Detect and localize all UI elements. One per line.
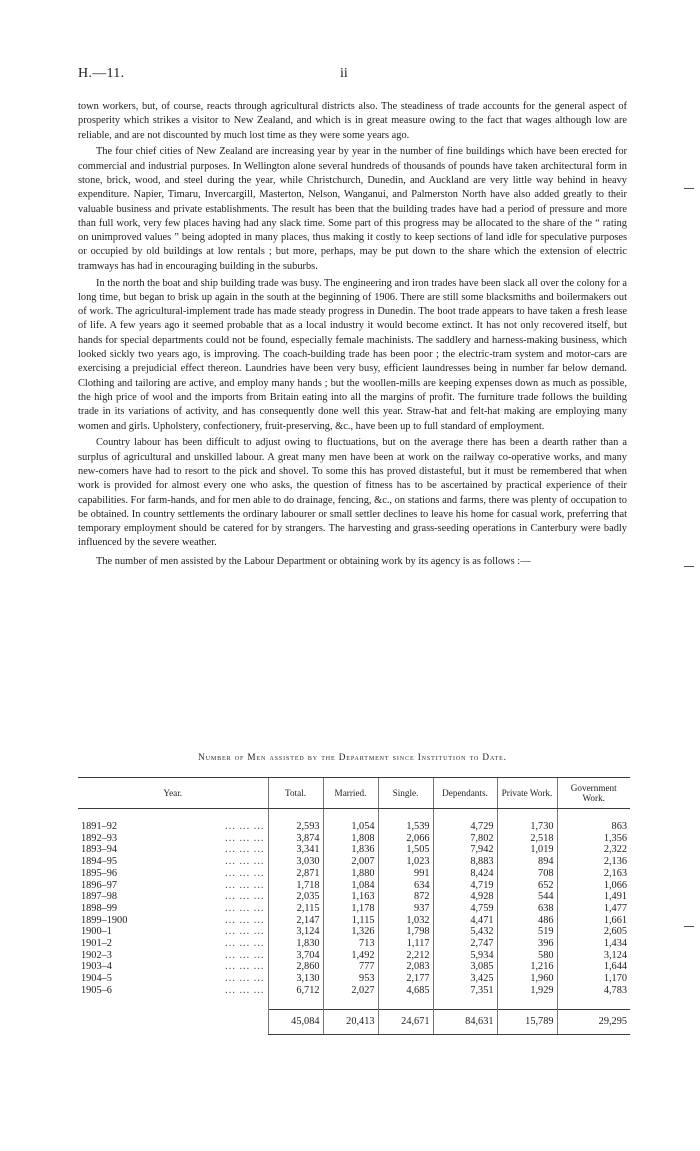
table-row: [78, 868, 630, 880]
leader-dots: ... ... ...: [225, 832, 265, 844]
cell-married: 713: [323, 938, 378, 950]
cell-private: 1,960: [497, 973, 557, 985]
cell-private: 652: [497, 880, 557, 892]
cell-government: 2,163: [557, 868, 630, 880]
leader-dots: ... ... ...: [225, 973, 265, 985]
leader-dots: ... ... ...: [225, 879, 265, 891]
paragraph: The number of men assisted by the Labour Department or obtaining work by its agency is as follows :—: [96, 555, 531, 567]
cell-single: 872: [378, 891, 433, 903]
cell-private: 519: [497, 926, 557, 938]
cell-single: 2,066: [378, 833, 433, 845]
cell-year: [78, 903, 268, 915]
cell-total: 2,860: [268, 961, 323, 973]
cell-total: 1,830: [268, 938, 323, 950]
cell-government: 2,136: [557, 856, 630, 868]
cell-married: 777: [323, 961, 378, 973]
cell-private: 638: [497, 903, 557, 915]
year-label: 1898–99: [81, 902, 118, 914]
cell-married: 1,084: [323, 880, 378, 892]
paragraph: town workers, but, of course, reacts through agricultural districts also. The steadiness of trade accounts for the general aspect of prosperity which strikes a visitor to New Zealand, and which is in great measure owing to the fact that wages although low are reliable, and are not discounted by much lost time as they were some years ago.: [78, 101, 627, 141]
margin-mark: [684, 188, 694, 189]
cell-single: 2,083: [378, 961, 433, 973]
body-text: [78, 100, 627, 572]
table-row: [78, 880, 630, 892]
cell-private: 1,216: [497, 961, 557, 973]
cell-year: [78, 868, 268, 880]
header-government-work: Government Work.: [557, 778, 630, 809]
cell-dependants: 8,424: [433, 868, 497, 880]
paragraph: The four chief cities of New Zealand are increasing year by year in the number of fine buildings which have been erected for commercial and industrial purposes. In Wellington alone several hundreds of thousands of pounds have taken architectural form in stone, brick, wood, and steel during the year, while Christchurch, Dunedin, and Auckland are very little way behind in heavy expenditure. Napier, Timaru, Invercargill, Masterton, Nelson, Wanganui, and Palmerston North have also added greatly to their valuable business and private establishments. The result has been that the building trades have had a period of pressure and more than full work, very few places having had any slack time. Some part of this progress may be allocated to the share of the “ rating on unimproved values ” being adopted in many places, thus making it costly to keep sections of land idle for speculative purposes or occupied by old buildings at low rentals ; but more, perhaps, may be put down to the share which the extension of electric tramways has had in encouraging building in the suburbs.: [78, 146, 627, 272]
year-label: 1901–2: [81, 938, 112, 950]
year-label: 1903–4: [81, 961, 112, 973]
table-header-row: [78, 778, 630, 809]
cell-total: 3,341: [268, 844, 323, 856]
cell-year: [78, 880, 268, 892]
leader-dots: ... ... ...: [225, 949, 265, 961]
cell-dependants: 4,729: [433, 821, 497, 833]
cell-year: [78, 844, 268, 856]
cell-private: 1,019: [497, 844, 557, 856]
cell-total: 3,030: [268, 856, 323, 868]
cell-married: 2,007: [323, 856, 378, 868]
year-label: 1892–93: [81, 832, 118, 844]
year-label: 1895–96: [81, 867, 118, 879]
cell-married: 2,027: [323, 985, 378, 997]
margin-mark: [684, 926, 694, 927]
cell-married: 1,054: [323, 821, 378, 833]
leader-dots: ... ... ...: [225, 856, 265, 868]
year-label: 1905–6: [81, 984, 112, 996]
cell-private: 1,929: [497, 985, 557, 997]
cell-government: 1,356: [557, 833, 630, 845]
table-row: [78, 915, 630, 927]
cell-total: 1,718: [268, 880, 323, 892]
cell-married: 953: [323, 973, 378, 985]
table-title: Number of Men assisted by the Department since Institution to Date.: [198, 752, 507, 762]
cell-government: 1,477: [557, 903, 630, 915]
cell-total: 3,874: [268, 833, 323, 845]
total-dependants: 84,631: [433, 1009, 497, 1034]
page-number: ii: [340, 66, 348, 81]
cell-year: [78, 833, 268, 845]
table-row: [78, 926, 630, 938]
leader-dots: ... ... ...: [225, 938, 265, 950]
year-label: 1891–92: [81, 821, 118, 832]
cell-government: 1,066: [557, 880, 630, 892]
header-year: Year.: [78, 778, 268, 809]
cell-private: 580: [497, 950, 557, 962]
table-row: [78, 821, 630, 833]
cell-total: 2,147: [268, 915, 323, 927]
cell-private: 1,730: [497, 821, 557, 833]
cell-married: 1,808: [323, 833, 378, 845]
cell-government: 1,491: [557, 891, 630, 903]
leader-dots: ... ... ...: [225, 902, 265, 914]
cell-total: 6,712: [268, 985, 323, 997]
cell-total: 2,593: [268, 821, 323, 833]
cell-dependants: 5,934: [433, 950, 497, 962]
cell-single: 1,539: [378, 821, 433, 833]
year-label: 1897–98: [81, 891, 118, 903]
cell-total: 3,124: [268, 926, 323, 938]
cell-single: 991: [378, 868, 433, 880]
year-label: 1896–97: [81, 879, 118, 891]
table-row: [78, 891, 630, 903]
leader-dots: ... ... ...: [225, 926, 265, 938]
header-private-work: Private Work.: [497, 778, 557, 809]
table-row: [78, 961, 630, 973]
year-label: 1902–3: [81, 949, 112, 961]
cell-married: 1,326: [323, 926, 378, 938]
cell-year: [78, 856, 268, 868]
cell-total: 2,035: [268, 891, 323, 903]
cell-dependants: 4,928: [433, 891, 497, 903]
cell-government: 2,605: [557, 926, 630, 938]
year-label: 1899–1900: [81, 914, 128, 926]
cell-dependants: 4,719: [433, 880, 497, 892]
cell-single: 2,177: [378, 973, 433, 985]
cell-dependants: 4,471: [433, 915, 497, 927]
cell-dependants: 3,425: [433, 973, 497, 985]
leader-dots: ... ... ...: [225, 867, 265, 879]
leader-dots: ... ... ...: [225, 821, 265, 832]
cell-single: 4,685: [378, 985, 433, 997]
totals-row: [78, 1009, 630, 1034]
cell-married: 1,163: [323, 891, 378, 903]
cell-government: 4,783: [557, 985, 630, 997]
cell-year: [78, 821, 268, 833]
total-total: 45,084: [268, 1009, 323, 1034]
cell-dependants: 7,942: [433, 844, 497, 856]
cell-year: [78, 973, 268, 985]
cell-year: [78, 961, 268, 973]
cell-total: 3,130: [268, 973, 323, 985]
year-label: 1900–1: [81, 926, 112, 938]
cell-single: 1,798: [378, 926, 433, 938]
cell-private: 486: [497, 915, 557, 927]
totals-label-cell: [78, 1009, 268, 1034]
cell-government: 1,644: [557, 961, 630, 973]
cell-dependants: 3,085: [433, 961, 497, 973]
cell-total: 2,871: [268, 868, 323, 880]
leader-dots: ... ... ...: [225, 891, 265, 903]
total-married: 20,413: [323, 1009, 378, 1034]
cell-year: [78, 915, 268, 927]
year-label: 1893–94: [81, 844, 118, 856]
cell-government: 1,661: [557, 915, 630, 927]
year-label: 1904–5: [81, 973, 112, 985]
total-private: 15,789: [497, 1009, 557, 1034]
cell-married: 1,880: [323, 868, 378, 880]
cell-married: 1,115: [323, 915, 378, 927]
year-label: 1894–95: [81, 856, 118, 868]
table-row: [78, 950, 630, 962]
table-row: [78, 844, 630, 856]
cell-married: 1,492: [323, 950, 378, 962]
cell-private: 544: [497, 891, 557, 903]
cell-single: 1,117: [378, 938, 433, 950]
table-row: [78, 833, 630, 845]
total-single: 24,671: [378, 1009, 433, 1034]
cell-government: 1,434: [557, 938, 630, 950]
cell-total: 3,704: [268, 950, 323, 962]
cell-year: [78, 926, 268, 938]
table-row: [78, 973, 630, 985]
cell-married: 1,178: [323, 903, 378, 915]
cell-single: 634: [378, 880, 433, 892]
table-row: [78, 856, 630, 868]
table-row: [78, 903, 630, 915]
cell-dependants: 4,759: [433, 903, 497, 915]
header-single: Single.: [378, 778, 433, 809]
cell-year: [78, 891, 268, 903]
cell-year: [78, 985, 268, 997]
cell-government: 1,170: [557, 973, 630, 985]
margin-mark: [684, 566, 694, 567]
cell-private: 894: [497, 856, 557, 868]
cell-year: [78, 950, 268, 962]
header-dependants: Dependants.: [433, 778, 497, 809]
leader-dots: ... ... ...: [225, 984, 265, 996]
cell-private: 396: [497, 938, 557, 950]
cell-government: 863: [557, 821, 630, 833]
header-married: Married.: [323, 778, 378, 809]
table-row: [78, 938, 630, 950]
header-total: Total.: [268, 778, 323, 809]
cell-government: 3,124: [557, 950, 630, 962]
labour-statistics-table: [78, 777, 630, 1035]
cell-government: 2,322: [557, 844, 630, 856]
total-government: 29,295: [557, 1009, 630, 1034]
cell-single: 937: [378, 903, 433, 915]
leader-dots: ... ... ...: [225, 914, 265, 926]
cell-private: 2,518: [497, 833, 557, 845]
cell-married: 1,836: [323, 844, 378, 856]
table-row: [78, 985, 630, 997]
paragraph: In the north the boat and ship building trade was busy. The engineering and iron trades have been slack all over the colony for a long time, but began to brisk up again in the south at the beginning of 1906. There are still some blacksmiths and boilermakers out of work. The agricultural-implement trade has made steady progress in Dunedin. The boot trade appears to have taken a fresh lease of life. A few years ago it seemed probable that as a local industry it would become extinct. It has not only recovered itself, but hands for special departments could not be found, especially female machinists. The saddlery and harness-making business, which looked sickly two years ago, is improving. The coach-building trade has been poor ; the electric-tram system and motor-cars are exercising a prejudicial effect thereon. Laundries have been very busy, efficient laundresses being in number far below demand. Clothing and tailoring are active, and employ many hands ; but the woollen-mills are keeping expenses down as much as possible, the high price of wool and the imports from Britain eating into all the margins of profit. The furniture trade follows the building trade in its variations of activity, and has consequently done well this year. Straw-hat and felt-hat making are employing many women and girls. Upholstery, confectionery, fruit-preserving, &c., have been up to full standard of employment.: [78, 277, 627, 432]
cell-single: 1,505: [378, 844, 433, 856]
cell-single: 1,023: [378, 856, 433, 868]
cell-total: 2,115: [268, 903, 323, 915]
leader-dots: ... ... ...: [225, 844, 265, 856]
cell-dependants: 5,432: [433, 926, 497, 938]
cell-dependants: 7,351: [433, 985, 497, 997]
table-body: [78, 809, 630, 1035]
cell-dependants: 7,802: [433, 833, 497, 845]
cell-dependants: 8,883: [433, 856, 497, 868]
cell-single: 2,212: [378, 950, 433, 962]
document-reference: H.—11.: [78, 66, 125, 81]
cell-dependants: 2,747: [433, 938, 497, 950]
cell-single: 1,032: [378, 915, 433, 927]
cell-private: 708: [497, 868, 557, 880]
paragraph: Country labour has been difficult to adjust owing to fluctuations, but on the average there has been a dearth rather than a surplus of agricultural and unskilled labour. A great many men have been at work on the railway co-operative works, and many new-comers have had to resort to the pick and shovel. To some this has proved distasteful, but it must be remembered that when work is provided for almost every one who asks, the question of fitness has to be ascertained by practical experience of their capabilities. For farm-hands, and for men able to do drainage, fencing, &c., on stations and farms, there was plenty of occupation to be obtained. In country settlements the ordinary labourer or small settler declines to leave his home for casual work, preferring that temporary employment should be catered for by strangers. The harvesting and grass-seeding operations in Canterbury were badly influenced by the severe weather.: [78, 437, 627, 549]
leader-dots: ... ... ...: [225, 961, 265, 973]
cell-year: [78, 938, 268, 950]
